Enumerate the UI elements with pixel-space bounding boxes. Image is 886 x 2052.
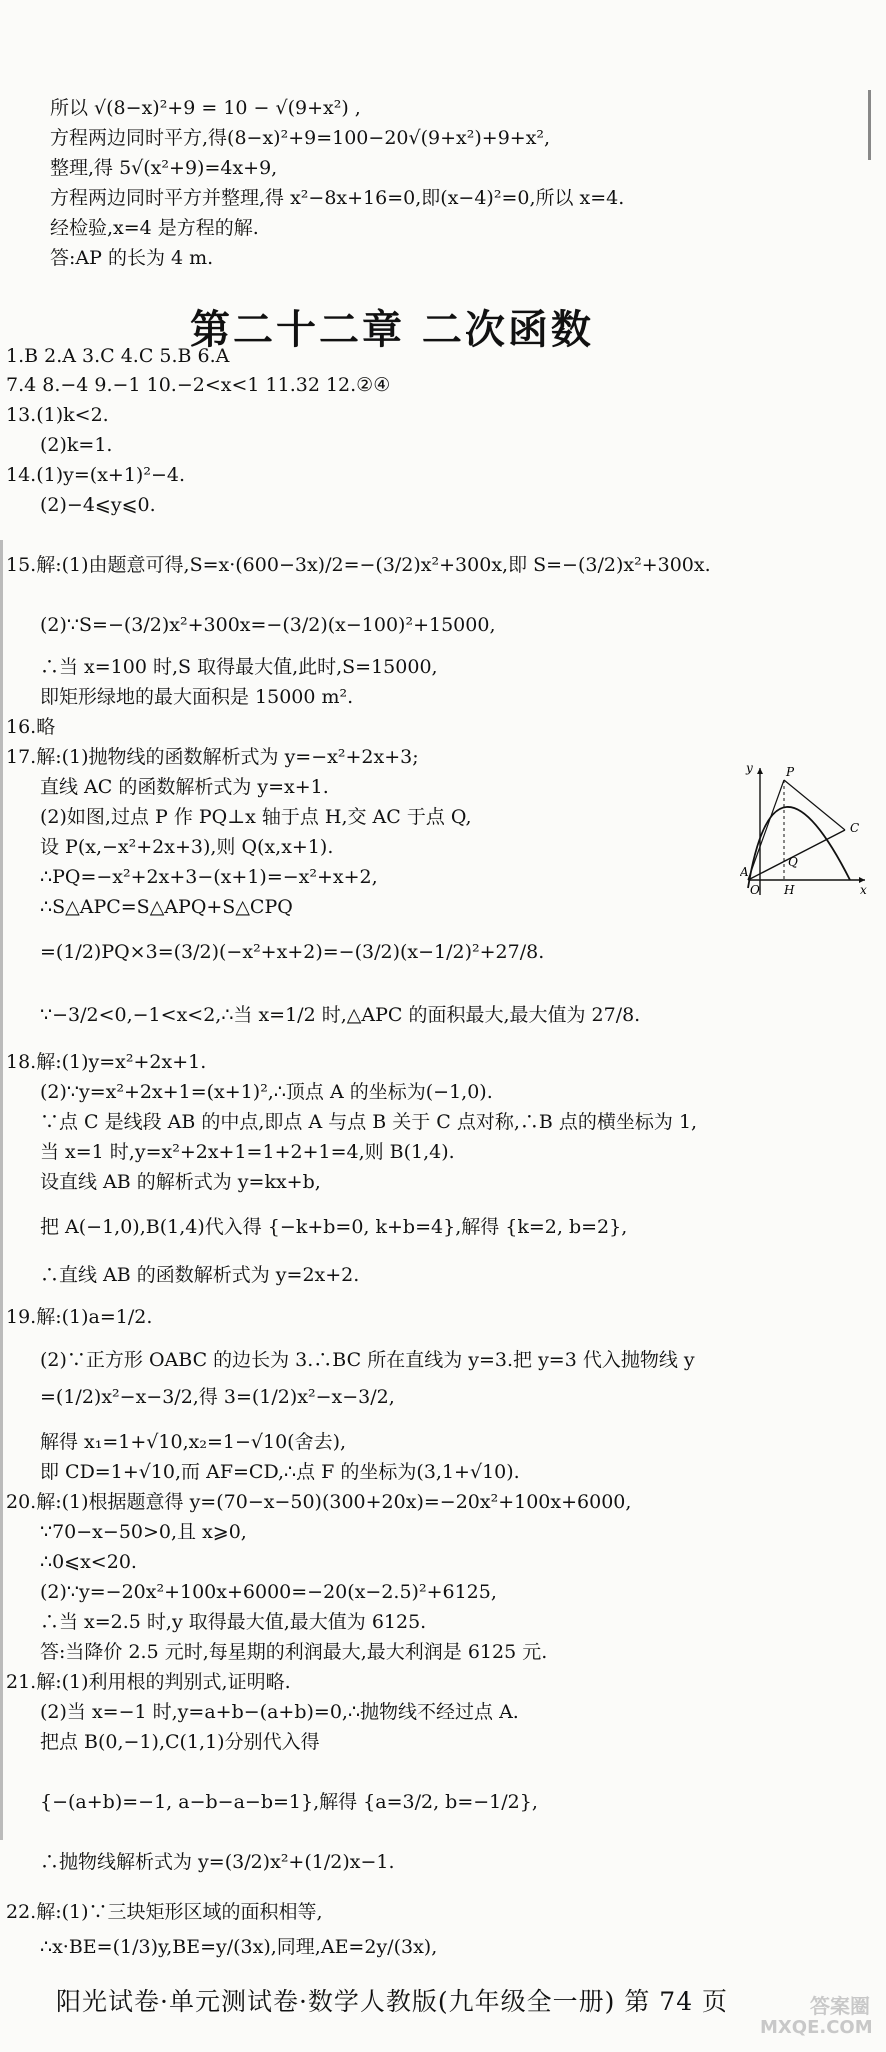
answer-line: (2)如图,过点 P 作 PQ⊥x 轴于点 H,交 AC 于点 Q, <box>40 806 472 828</box>
label-x: x <box>860 883 867 897</box>
answer-line: 15.解:(1)由题意可得,S=x·(600−3x)/2=−(3/2)x²+300x,即 S=−(3/2)x²+300x. <box>6 554 711 576</box>
answer-line: (2)∵正方形 OABC 的边长为 3.∴BC 所在直线为 y=3.把 y=3 代入抛物线 y <box>40 1349 695 1371</box>
parabola-graph <box>740 760 870 900</box>
top-line-4: 方程两边同时平方并整理,得 x²−8x+16=0,即(x−4)²=0,所以 x=4. <box>50 187 625 209</box>
answer-line: ∴当 x=2.5 时,y 取得最大值,最大值为 6125. <box>40 1611 427 1633</box>
answer-line: ∴S△APC=S△APQ+S△CPQ <box>40 896 293 918</box>
answer-line: (2)k=1. <box>40 434 113 456</box>
label-p: P <box>786 765 795 779</box>
answer-line: ∵−3/2<0,−1<x<2,∴当 x=1/2 时,△APC 的面积最大,最大值为 27/8. <box>40 1004 641 1026</box>
y-axis-arrow <box>757 768 763 774</box>
answer-line: 17.解:(1)抛物线的函数解析式为 y=−x²+2x+3; <box>6 746 419 768</box>
right-margin-rule <box>868 90 871 160</box>
answer-line: 7.4 8.−4 9.−1 10.−2<x<1 11.32 12.②④ <box>6 374 391 396</box>
answer-line: 19.解:(1)a=1/2. <box>6 1306 153 1328</box>
label-a: A <box>740 865 749 879</box>
top-line-5: 经检验,x=4 是方程的解. <box>50 217 259 239</box>
answer-line: 16.略 <box>6 716 56 738</box>
answer-line: ∴直线 AB 的函数解析式为 y=2x+2. <box>40 1264 360 1286</box>
answer-line: 20.解:(1)根据题意得 y=(70−x−50)(300+20x)=−20x²+100x+6000, <box>6 1491 632 1513</box>
answer-line: ∴当 x=100 时,S 取得最大值,此时,S=15000, <box>40 656 438 678</box>
answer-line: 18.解:(1)y=x²+2x+1. <box>6 1051 207 1073</box>
watermark <box>760 1994 873 2045</box>
label-h: H <box>784 883 795 897</box>
answer-line: ∴抛物线解析式为 y=(3/2)x²+(1/2)x−1. <box>40 1851 395 1873</box>
answer-line: 解得 x₁=1+√10,x₂=1−√10(舍去), <box>40 1431 347 1453</box>
watermark-top: 答案圈 <box>810 1994 870 2018</box>
answer-line: 设 P(x,−x²+2x+3),则 Q(x,x+1). <box>40 836 334 858</box>
page-footer: 阳光试卷·单元测试卷·数学人教版(九年级全一册) 第 74 页 <box>56 1987 729 2016</box>
answer-line: 13.(1)k<2. <box>6 404 109 426</box>
answer-line: 当 x=1 时,y=x²+2x+1=1+2+1=4,则 B(1,4). <box>40 1141 455 1163</box>
top-line-2: 方程两边同时平方,得(8−x)²+9=100−20√(9+x²)+9+x², <box>50 127 551 149</box>
answer-line: ∴0⩽x<20. <box>40 1551 137 1573</box>
parabola-curve <box>748 807 850 888</box>
top-line-3: 整理,得 5√(x²+9)=4x+9, <box>50 157 278 179</box>
label-c: C <box>850 821 860 835</box>
chapter-title: 第二十二章 二次函数 <box>190 307 594 353</box>
answer-line: (2)当 x=−1 时,y=a+b−(a+b)=0,∴抛物线不经过点 A. <box>40 1701 519 1723</box>
label-q: Q <box>788 855 798 869</box>
answer-line: =(1/2)x²−x−3/2,得 3=(1/2)x²−x−3/2, <box>40 1386 395 1408</box>
answer-line: (2)−4⩽y⩽0. <box>40 494 156 516</box>
answer-line: 21.解:(1)利用根的判别式,证明略. <box>6 1671 291 1693</box>
answer-line: (2)∵y=x²+2x+1=(x+1)²,∴顶点 A 的坐标为(−1,0). <box>40 1081 493 1103</box>
top-line-1: 所以 √(8−x)²+9 = 10 − √(9+x²) , <box>50 97 361 119</box>
answer-line: ∵70−x−50>0,且 x⩾0, <box>40 1521 247 1543</box>
answer-line: 把 A(−1,0),B(1,4)代入得 {−k+b=0, k+b=4},解得 {k=2, b=2}, <box>40 1216 628 1238</box>
label-o: O <box>750 883 760 897</box>
answer-line: 14.(1)y=(x+1)²−4. <box>6 464 185 486</box>
answer-line: (2)∵y=−20x²+100x+6000=−20(x−2.5)²+6125, <box>40 1581 497 1603</box>
answer-line: 把点 B(0,−1),C(1,1)分别代入得 <box>40 1731 320 1753</box>
answer-line: 即 CD=1+√10,而 AF=CD,∴点 F 的坐标为(3,1+√10). <box>40 1461 520 1483</box>
answer-line: 22.解:(1)∵三块矩形区域的面积相等, <box>6 1901 323 1923</box>
watermark-bottom: MXQE.COM <box>760 2017 873 2038</box>
answer-line: 即矩形绿地的最大面积是 15000 m². <box>40 686 354 708</box>
answer-line: 直线 AC 的函数解析式为 y=x+1. <box>40 776 329 798</box>
answer-line: =(1/2)PQ×3=(3/2)(−x²+x+2)=−(3/2)(x−1/2)²+27/8. <box>40 941 545 963</box>
answer-line: 1.B 2.A 3.C 4.C 5.B 6.A <box>6 345 230 367</box>
label-y: y <box>746 761 753 775</box>
top-line-6: 答:AP 的长为 4 m. <box>50 247 214 269</box>
answer-line: {−(a+b)=−1, a−b−a−b=1},解得 {a=3/2, b=−1/2}, <box>40 1791 538 1813</box>
answer-line: ∴PQ=−x²+2x+3−(x+1)=−x²+x+2, <box>40 866 378 888</box>
answer-line: (2)∵S=−(3/2)x²+300x=−(3/2)(x−100)²+15000, <box>40 614 496 636</box>
left-margin-rule <box>0 540 3 1840</box>
answer-line: ∵点 C 是线段 AB 的中点,即点 A 与点 B 关于 C 点对称,∴B 点的横坐标为 1, <box>40 1111 698 1133</box>
answer-line: 设直线 AB 的解析式为 y=kx+b, <box>40 1171 321 1193</box>
answer-line: 答:当降价 2.5 元时,每星期的利润最大,最大利润是 6125 元. <box>40 1641 548 1663</box>
answer-line: ∴x·BE=(1/3)y,BE=y/(3x),同理,AE=2y/(3x), <box>40 1936 438 1958</box>
